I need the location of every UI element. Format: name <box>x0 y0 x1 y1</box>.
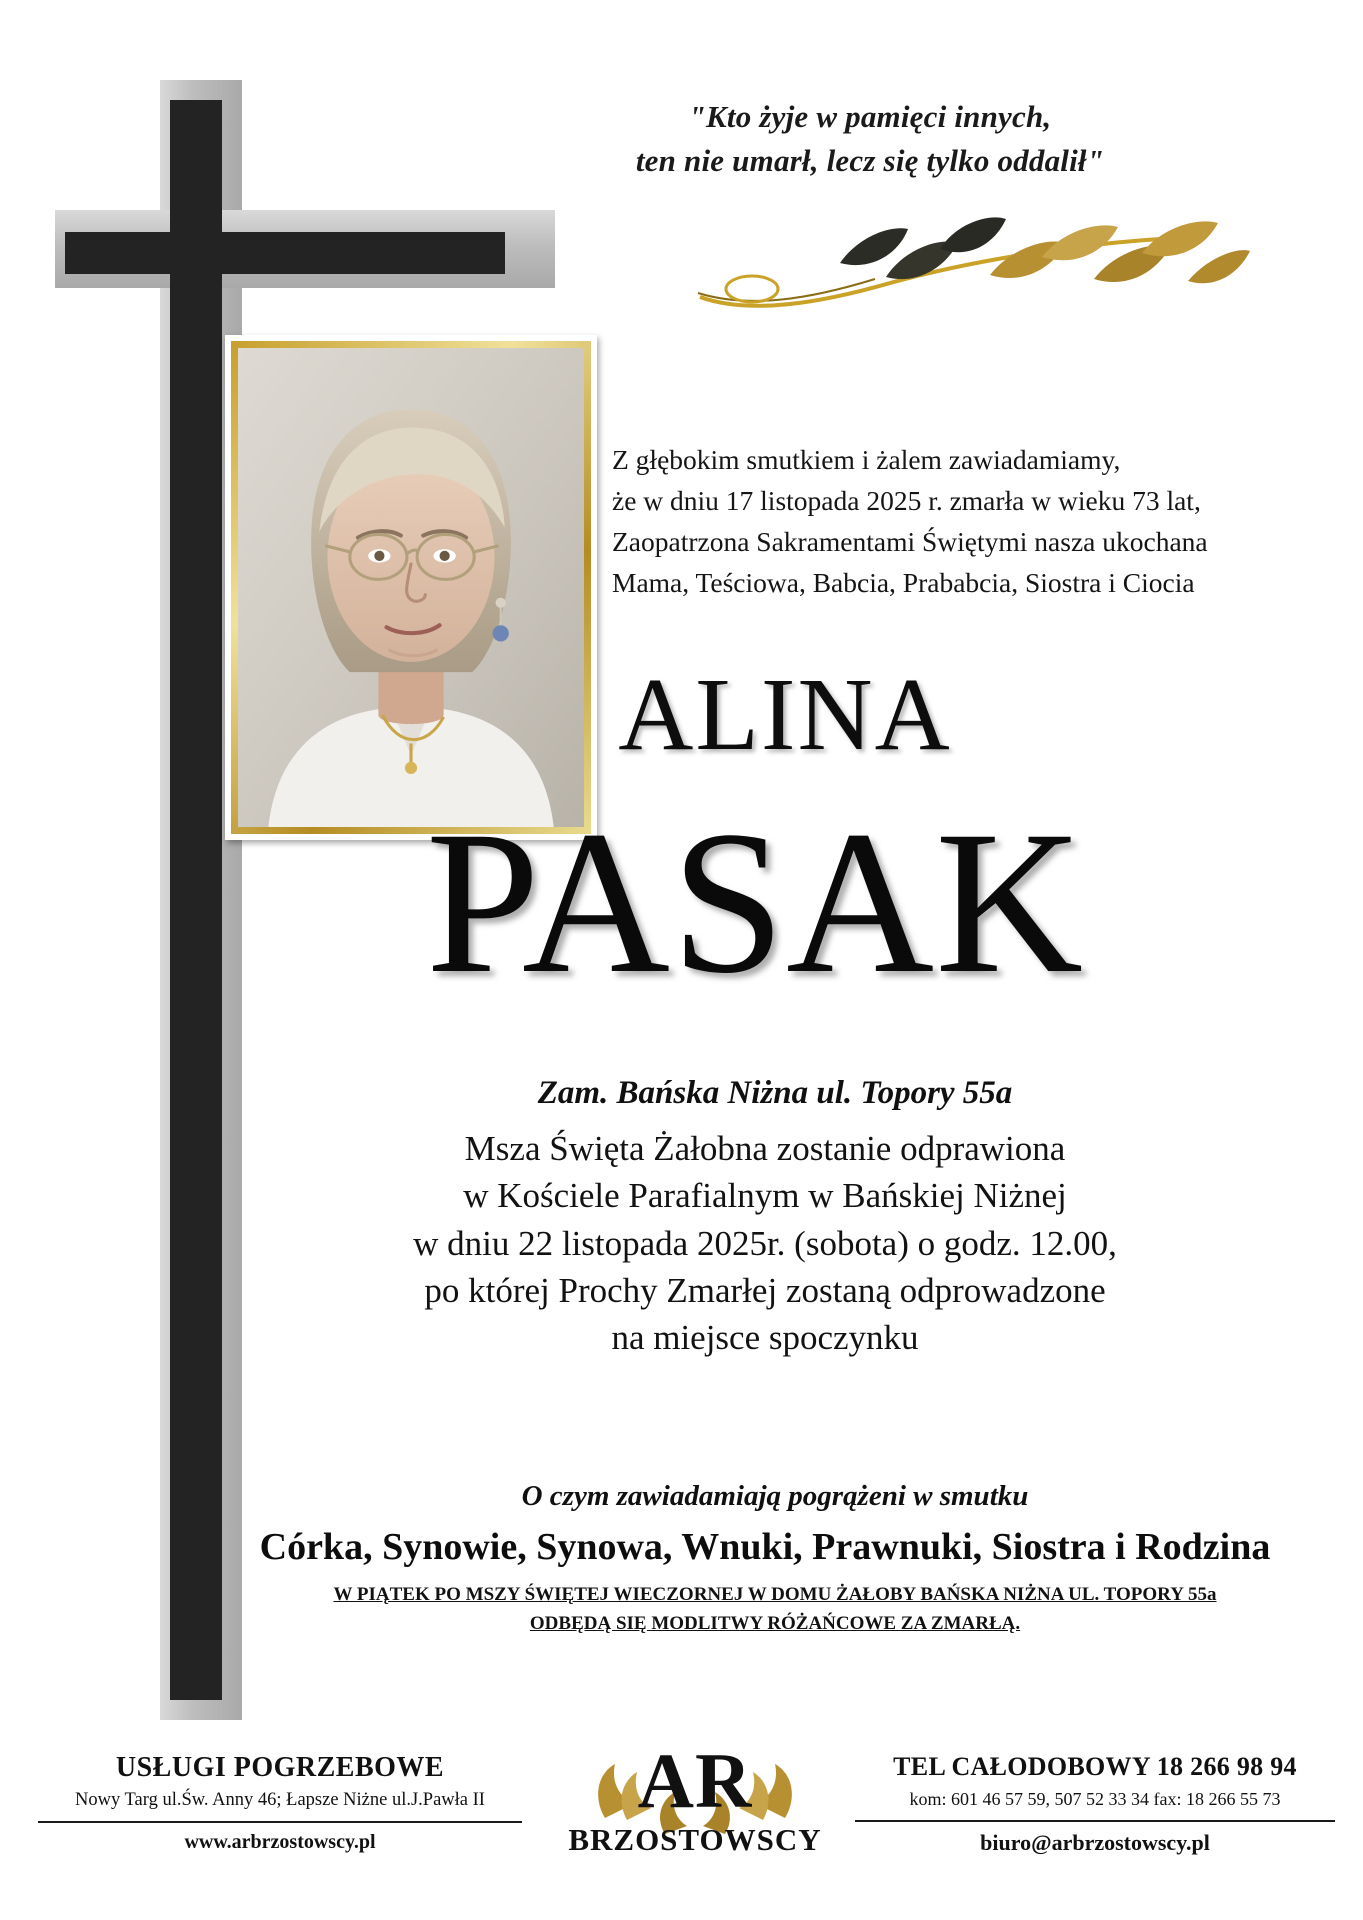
wheat-leaves-ornament <box>690 205 1250 325</box>
service-line-5: na miejsce spoczynku <box>611 1318 919 1357</box>
footer-services-block <box>20 1752 540 1854</box>
deceased-address: Zam. Bańska Niżna ul. Topory 55a <box>537 1075 1013 1111</box>
cross-horizontal-bar <box>65 232 505 274</box>
footer-services-title: USŁUGI POGRZEBOWE <box>115 1752 445 1783</box>
informing-family: Córka, Synowie, Synowa, Wnuki, Prawnuki, Siostra i Rodzina <box>259 1526 1271 1568</box>
rosary-line-2: ODBĘDĄ SIĘ MODLITWY RÓŻAŃCOWE ZA ZMARŁĄ. <box>529 1613 1021 1635</box>
footer-mobile-fax: kom: 601 46 57 59, 507 52 33 34 fax: 18 266 55 73 <box>909 1789 1281 1809</box>
footer <box>0 1737 1363 1920</box>
memorial-quote-line-2: ten nie umarł, lecz się tylko oddalił" <box>635 143 1105 179</box>
logo-initials: AR <box>637 1737 753 1824</box>
rosary-line-1: W PIĄTEK PO MSZY ŚWIĘTEJ WIECZORNEJ W DOMU ŻAŁOBY BAŃSKA NIŻNA UL. TOPORY 55a <box>333 1584 1217 1605</box>
footer-left-divider <box>38 1821 522 1823</box>
informing-intro: O czym zawiadamiają pogrążeni w smutku <box>521 1480 1029 1512</box>
footer-email-link[interactable]: biuro@arbrzostowscy.pl <box>980 1830 1210 1855</box>
footer-website-link[interactable]: www.arbrzostowscy.pl <box>184 1831 376 1853</box>
logo-company-name: BRZOSTOWSCY <box>568 1821 822 1857</box>
footer-contact-block <box>845 1752 1345 1856</box>
announcement-line-3: Zaopatrzona Sakramentami Świętymi nasza ukochana <box>612 525 1208 557</box>
rosary-notice <box>230 1580 1320 1639</box>
deceased-last-name: PASAK <box>425 789 1085 1016</box>
service-line-3: w dniu 22 listopada 2025r. (sobota) o godz. 12.00, <box>413 1223 1117 1263</box>
service-line-4: po której Prochy Zmarłej zostaną odprowadzone <box>424 1270 1106 1310</box>
announcement-text <box>612 440 1312 604</box>
footer-phone: TEL CAŁODOBOWY 18 266 98 94 <box>893 1752 1297 1781</box>
service-line-2: w Kościele Parafialnym w Bańskiej Niżnej <box>463 1176 1067 1216</box>
footer-right-divider <box>855 1820 1335 1822</box>
memorial-quote-line-1: "Kto żyje w pamięci innych, <box>688 99 1052 134</box>
company-logo <box>545 1737 845 1858</box>
announcement-line-2: że w dniu 17 listopada 2025 r. zmarła w wieku 73 lat, <box>612 484 1201 516</box>
service-line-1: Msza Święta Żałobna zostanie odprawiona <box>464 1129 1066 1168</box>
announcement-line-4: Mama, Teściowa, Babcia, Prababcia, Siostra i Ciocia <box>612 566 1195 598</box>
funeral-service-details <box>200 1125 1330 1361</box>
announcement-line-1: Z głębokim smutkiem i żalem zawiadamiamy, <box>612 444 1121 475</box>
footer-services-address: Nowy Targ ul.Św. Anny 46; Łapsze Niżne ul.J.Pawła II <box>75 1790 485 1810</box>
memorial-quote <box>430 95 1310 183</box>
deceased-first-name: ALINA <box>618 657 952 772</box>
